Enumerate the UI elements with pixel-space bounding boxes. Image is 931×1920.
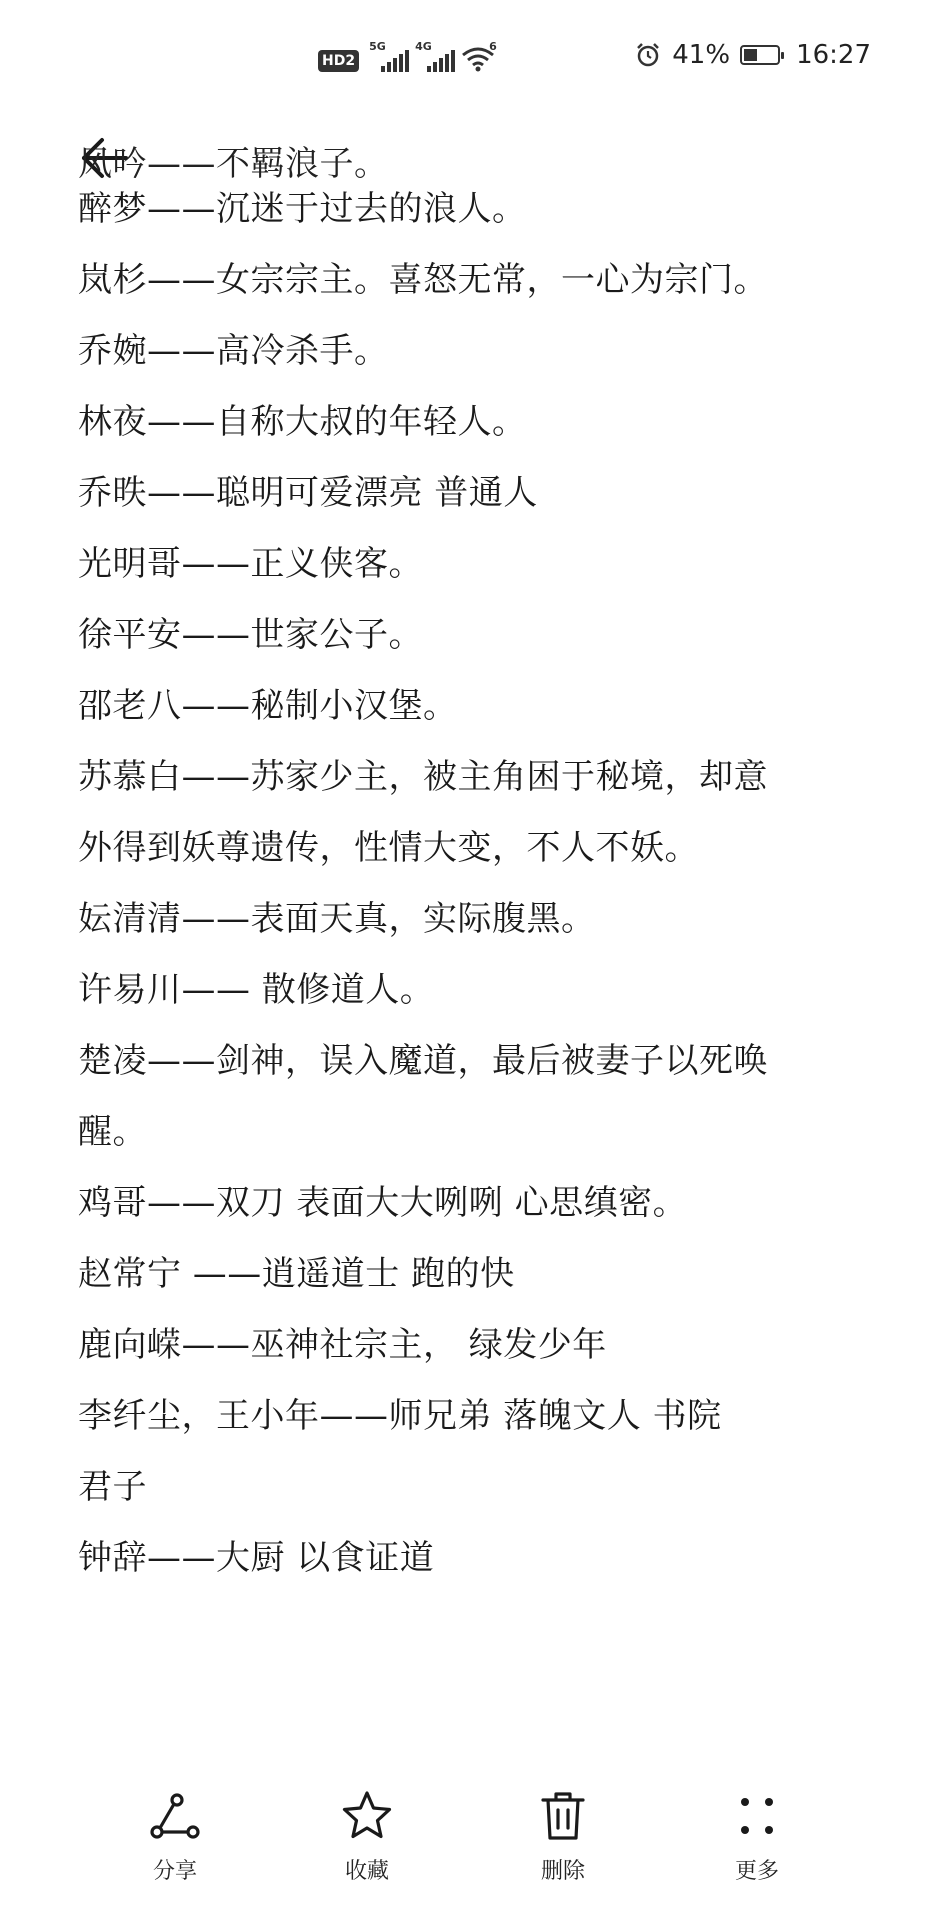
note-line: 乔婉——高冷杀手。 bbox=[78, 331, 389, 371]
clock-time: 16:27 bbox=[796, 40, 871, 70]
signal-4g-tag: 4G bbox=[415, 40, 432, 53]
note-line: 徐平安——世家公子。 bbox=[78, 615, 423, 655]
trash-icon bbox=[535, 1788, 591, 1844]
signal-bar bbox=[405, 50, 409, 72]
share-label: 分享 bbox=[152, 1859, 197, 1884]
delete-label: 删除 bbox=[540, 1859, 585, 1884]
signal-bar bbox=[427, 66, 431, 72]
signal-bar bbox=[381, 66, 385, 72]
signal-bar bbox=[433, 62, 437, 72]
signal-bar bbox=[445, 54, 449, 72]
note-line-partial bbox=[78, 144, 878, 184]
note-line: 鹿向嵘——巫神社宗主， 绿发少年 bbox=[78, 1325, 607, 1365]
wifi-tag: 6 bbox=[489, 40, 497, 53]
note-line: 林夜——自称大叔的年轻人。 bbox=[78, 402, 527, 442]
note-line: 外得到妖尊遗传，性情大变，不人不妖。 bbox=[78, 828, 699, 868]
delete-button[interactable] bbox=[508, 1788, 618, 1885]
note-line: 光明哥——正义侠客。 bbox=[78, 544, 423, 584]
star-icon bbox=[339, 1788, 395, 1844]
share-icon bbox=[147, 1788, 203, 1844]
hd-sim-number: 2 bbox=[345, 53, 356, 69]
note-line: 李纤尘，王小年——师兄弟 落魄文人 书院 bbox=[78, 1396, 722, 1436]
note-line: 君子 bbox=[78, 1467, 147, 1507]
more-label: 更多 bbox=[734, 1859, 779, 1884]
signal-4g-icon bbox=[415, 40, 451, 72]
note-line: 乔昳——聪明可爱漂亮 普通人 bbox=[78, 473, 538, 513]
note-line: 许易川—— 散修道人。 bbox=[78, 970, 435, 1010]
note-line: 邵老八——秘制小汉堡。 bbox=[78, 686, 458, 726]
signal-5g-tag: 5G bbox=[369, 40, 386, 53]
note-line: 鸡哥——双刀 表面大大咧咧 心思缜密。 bbox=[78, 1183, 688, 1223]
battery-percent: 41% bbox=[672, 40, 731, 70]
alarm-icon bbox=[634, 41, 662, 69]
signal-bar bbox=[399, 54, 403, 72]
favorite-button[interactable] bbox=[312, 1788, 422, 1885]
status-bar bbox=[0, 0, 931, 110]
status-bar-right bbox=[634, 38, 871, 72]
note-lines bbox=[78, 174, 878, 1594]
signal-bar bbox=[393, 58, 397, 72]
note-line: 醉梦——沉迷于过去的浪人。 bbox=[78, 189, 527, 229]
signal-bar bbox=[387, 62, 391, 72]
favorite-label: 收藏 bbox=[344, 1859, 389, 1884]
note-line: 苏慕白——苏家少主，被主角困于秘境，却意 bbox=[78, 757, 768, 797]
note-line-partial-text: 风吟——不羁浪子。 bbox=[78, 144, 389, 184]
more-button[interactable] bbox=[702, 1788, 812, 1885]
share-button[interactable] bbox=[120, 1788, 230, 1885]
signal-bars bbox=[381, 50, 409, 72]
note-line: 赵常宁 ——逍遥道士 跑的快 bbox=[78, 1254, 515, 1294]
signal-bars bbox=[427, 50, 455, 72]
note-content[interactable] bbox=[78, 144, 878, 1680]
note-line: 楚凌——剑神，误入魔道，最后被妻子以死唤 bbox=[78, 1041, 768, 1081]
wifi-icon bbox=[461, 40, 501, 72]
note-line: 妘清清——表面天真，实际腹黑。 bbox=[78, 899, 596, 939]
status-bar-network bbox=[318, 38, 501, 72]
more-icon bbox=[729, 1788, 785, 1844]
note-line: 钟辞——大厨 以食证道 bbox=[78, 1538, 435, 1578]
note-line: 岚杉——女宗宗主。喜怒无常，一心为宗门。 bbox=[78, 260, 768, 300]
battery-icon bbox=[740, 45, 780, 65]
signal-bar bbox=[439, 58, 443, 72]
note-line: 醒。 bbox=[78, 1112, 147, 1152]
signal-bar bbox=[451, 50, 455, 72]
signal-5g-icon bbox=[369, 40, 405, 72]
hd-badge bbox=[318, 50, 359, 72]
battery-fill bbox=[744, 49, 757, 61]
hd-label: HD bbox=[322, 53, 346, 69]
wifi-glyph bbox=[461, 46, 495, 72]
